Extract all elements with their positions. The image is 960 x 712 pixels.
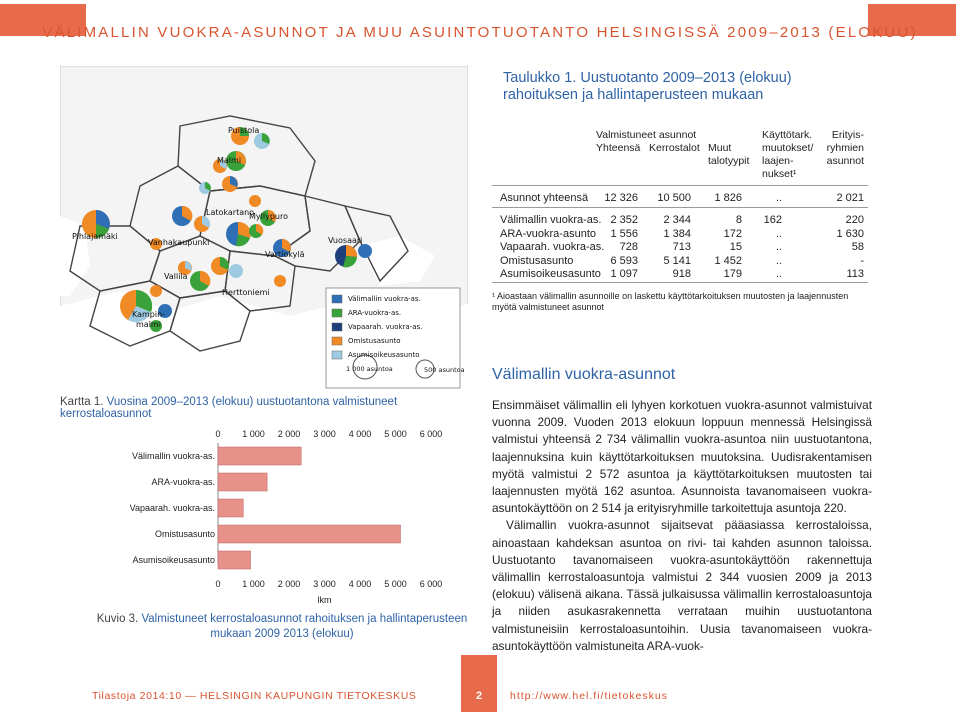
section-heading: Välimallin vuokra-asunnot	[492, 366, 676, 383]
chart-caption-text: Valmistuneet kerrostaloasunnot rahoituksen ja hallintaperusteen mukaan 2009 2013 (elokuu)	[141, 613, 468, 640]
table-cell: 58	[851, 241, 864, 253]
table-cell: 15	[729, 241, 742, 253]
map-caption-text: Vuosina 2009–2013 (elokuu) uustuotantona valmistuneet kerrostaloasunnot	[60, 396, 398, 420]
map-district-label: Latokartano	[206, 208, 255, 217]
table-cell: ..	[775, 192, 782, 204]
legend-item-valimalli: Välimallin vuokra-as.	[348, 295, 421, 303]
chart-bar	[218, 551, 251, 569]
body-paragraph: Ensimmäiset välimallin eli lyhyen korkotuen vuokra-asunnot valmistuivat vuonna 2009. Vuoden 2013 elokuun loppuun mennessä Helsingissä valmistui yhteensä 2 734 välimallin vuokra-asuntoa niin uustuotantona, laajennuksina kuin käyttötarkoituksen muutoksina. Uudisrakentamisen myötä valmistui 2 572 asuntoa ja käyttötarkoituksen muutosten tai laajennusten myötä 162 asuntoa. Asunnoista tavanomaiseen vuokra-asuntokäyttöön on 2 514 ja erityisryhmille tarkoitettuja asuntoja 220.	[492, 398, 872, 516]
chart-bar	[218, 473, 267, 491]
map-caption	[60, 396, 480, 420]
table-row-label: Asumisoikeusasunto	[500, 268, 601, 280]
map-district-label: malmi	[136, 320, 161, 329]
chart-tick-label-bottom: 4 000	[348, 579, 372, 589]
table-cell: ..	[775, 227, 782, 240]
chart-bar	[218, 525, 401, 543]
table-col-header: Kerrostalot	[649, 142, 700, 154]
chart-tick-label-top: 1 000	[242, 429, 265, 439]
table-col-header: Yhteensä	[596, 142, 641, 154]
table-cell: 1 556	[610, 227, 638, 240]
chart-category-label: Omistusasunto	[154, 529, 215, 539]
table-cell: 172	[723, 227, 742, 240]
table-cell: ..	[775, 241, 782, 253]
page-number-box	[461, 655, 497, 712]
district-map	[60, 66, 468, 392]
table-cell: 6 593	[610, 254, 638, 267]
chart-tick-label-top: 0	[215, 429, 221, 439]
table-cell: 162	[763, 214, 782, 226]
table-col-header: Erityis- ryhmien asunnot	[826, 129, 864, 167]
table-group-header: Valmistuneet asunnot	[596, 129, 697, 141]
table-row-label: Omistusasunto	[500, 254, 574, 267]
table-row-label: ARA-vuokra-asunto	[500, 227, 596, 240]
map-district-label: Vallila	[164, 272, 188, 281]
chart-caption-lead: Kuvio 3.	[96, 613, 139, 625]
chart-category-label: Vapaarah. vuokra-as.	[130, 503, 215, 513]
map-district-label: Myllypuro	[249, 212, 288, 221]
table-cell: 728	[619, 241, 638, 253]
chart-tick-label-bottom: 3 000	[313, 579, 336, 589]
legend-size-1000: 1 000 asuntoa	[346, 365, 393, 373]
map-district-label: Malmi	[217, 156, 242, 165]
table-cell: 5 141	[663, 254, 691, 267]
chart-bar	[218, 499, 243, 517]
chart-category-label: Välimallin vuokra-as.	[131, 451, 215, 461]
table-cell: ..	[775, 254, 782, 267]
map-district-label: Vanhakaupunki	[148, 238, 210, 247]
chart-tick-label-top: 4 000	[348, 429, 372, 439]
table-rule	[492, 207, 868, 208]
table-cell: 10 500	[657, 192, 691, 204]
table-cell: 1 097	[610, 268, 638, 280]
chart-tick-label-bottom: 2 000	[277, 579, 301, 589]
table-cell: 1 384	[663, 227, 691, 240]
map-district-label: Kampin-	[132, 310, 166, 319]
table-col-header: Käyttötark. muutokset/ laajen- nukset¹	[762, 129, 814, 180]
footer-url[interactable]: http://www.hel.fi/tietokeskus	[510, 690, 668, 702]
table-cell: 2 352	[610, 214, 638, 226]
legend-size-500: 500 asuntoa	[424, 366, 465, 374]
footer-publication: Tilastoja 2014:10 — HELSINGIN KAUPUNGIN TIETOKESKUS	[92, 690, 417, 702]
table-rule	[492, 282, 868, 283]
chart-caption	[92, 612, 472, 642]
table-cell: 918	[672, 268, 691, 280]
map-district-label: Herttoniemi	[222, 288, 270, 297]
table-cell: 1 452	[714, 254, 742, 267]
chart-category-label: ARA-vuokra-as.	[151, 477, 215, 487]
table-cell: 12 326	[604, 192, 638, 204]
chart-tick-label-top: 3 000	[313, 429, 336, 439]
map-graphic	[60, 66, 468, 392]
table-cell: 2 021	[836, 192, 864, 204]
table-row-label: Vapaarah. vuokra-as.	[500, 241, 605, 253]
legend-item-vapaa: Vapaarah. vuokra-as.	[348, 323, 423, 331]
table-cell: 113	[846, 268, 864, 280]
chart-tick-label-bottom: 0	[215, 579, 221, 589]
map-caption-lead: Kartta 1.	[60, 396, 104, 408]
table-row-label: Välimallin vuokra-as.	[500, 214, 602, 226]
chart-bar	[218, 447, 301, 465]
chart-tick-label-bottom: 6 000	[419, 579, 443, 589]
table-cell: 1 630	[836, 227, 864, 240]
page-number: 2	[475, 690, 483, 702]
legend-item-omistus: Omistusasunto	[348, 337, 401, 345]
table-total-label: Asunnot yhteensä	[500, 192, 589, 204]
legend-item-asumisoikeus: Asumisoikeusasunto	[348, 351, 420, 359]
chart-tick-label-bottom: 1 000	[242, 579, 265, 589]
bar-chart	[130, 425, 450, 610]
page-header-title: VÄLIMALLIN VUOKRA-ASUNNOT JA MUU ASUINTOTUOTANTO HELSINGISSÄ 2009–2013 (ELOKUU)	[42, 24, 918, 41]
table-footnote: ¹ Aioastaan välimallin asunnoille on laskettu käyttötarkoituksen muutosten ja laajennusten myötä valmistuneet asunnot	[492, 291, 849, 312]
table-cell: 179	[723, 268, 742, 280]
chart-tick-label-top: 6 000	[419, 429, 443, 439]
body-paragraph: Välimallin vuokra-asunnot sijaitsevat pääasiassa kerrostaloissa, ainoastaan kahdeksan asuntoa on rivi- tai kahden asunnon taloissa. Uustuotanto tavanomaiseen vuokra-asuntokäyttöön rakennettuja välimallin kerrostaloasuntoja valmistui 2 344 vuosien 2009 ja 2013 (elokuu) välisenä aikana. Tässä julkaisussa välimallin kerrostaloasuntoja ja niiden asukasrakennetta verrataan muihin uustuotantona valmistuneisiin kerrostaloasuntoihin. Uusia tavanomaiseen vuokra-asuntokäyttöön valmistuneita ARA-vuok-	[492, 518, 872, 653]
table-caption: Taulukko 1. Uustuotanto 2009–2013 (elokuu) rahoituksen ja hallintaperusteen mukaan	[503, 70, 792, 103]
map-district-label: Vartiokylä	[265, 250, 305, 259]
table-cell: 220	[845, 214, 864, 226]
table-rule	[492, 185, 868, 186]
chart-tick-label-top: 5 000	[384, 429, 407, 439]
chart-tick-label-top: 2 000	[277, 429, 301, 439]
table-cell: -	[860, 254, 864, 267]
table-cell: 2 344	[663, 214, 691, 226]
chart-tick-label-bottom: 5 000	[384, 579, 407, 589]
table-cell: 8	[735, 214, 742, 226]
map-district-label: Puistola	[228, 126, 260, 135]
map-district-label: Vuosaari	[328, 236, 363, 245]
table-col-header: Muut talotyypit	[708, 142, 750, 167]
legend-item-ara: ARA-vuokra-as.	[348, 309, 402, 317]
chart-x-axis-label: lkm	[317, 595, 332, 605]
chart-category-label: Asumisoikeusasunto	[132, 555, 215, 565]
table-cell: 1 826	[714, 192, 742, 204]
table-cell: 713	[672, 241, 691, 253]
map-district-label: Pihlajamäki	[72, 232, 118, 241]
table-cell: ..	[775, 268, 782, 280]
body-text	[492, 397, 872, 655]
